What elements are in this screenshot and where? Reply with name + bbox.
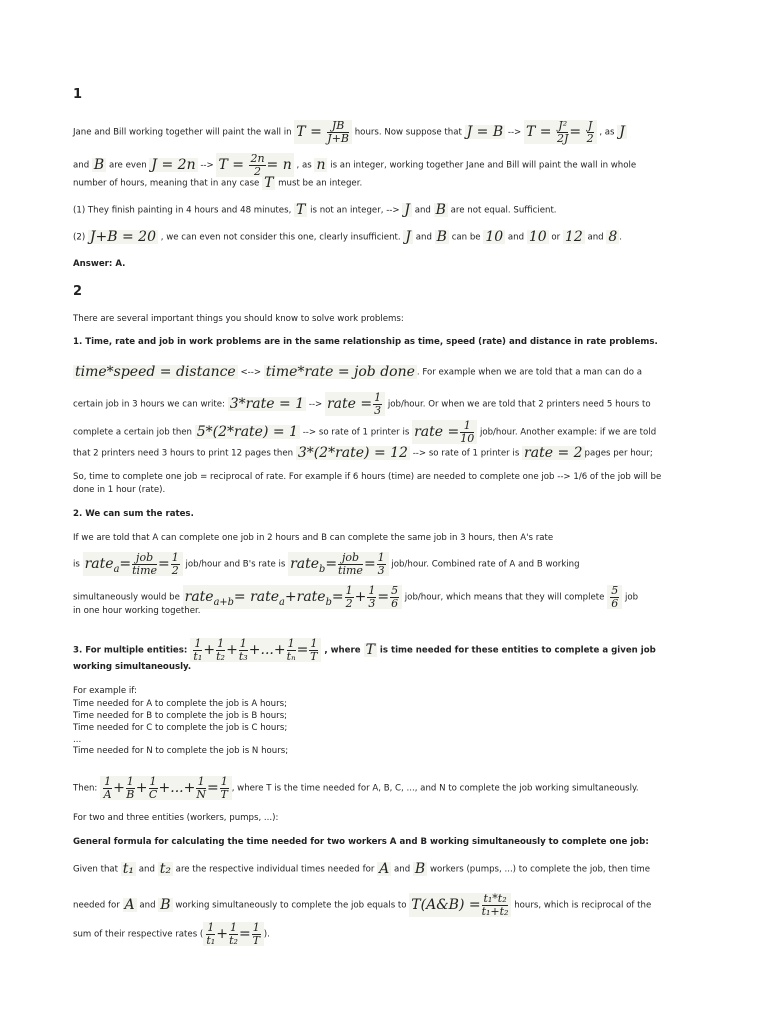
s2-line-8: simultaneously would be rate$_{a+b}$= rate$_a$+rate$_b$= $\frac{1}{2}$ + $\frac{1}{3}$ = $\frac{5}{6}$ job/hour, which means that they will complete $\frac{5}{6}$ job xyxy=(73,584,639,610)
formula: T = $\frac{2n}{2}$ = n xyxy=(218,152,292,178)
example-4: Time needed for C to complete the job is C hours; xyxy=(73,723,288,733)
then-line: Then: $\frac{1}{A}$ + $\frac{1}{B}$ + $\frac{1}{C}$ +...+ $\frac{1}{N}$ = $\frac{1}{T}$ , where T is the time needed for A, B, C, ..., and N to complete the job working simultaneously. xyxy=(73,775,639,801)
formula: J xyxy=(619,124,625,141)
answer: Answer: A. xyxy=(73,259,126,269)
heading-1: 1. Time, rate and job in work problems are in the same relationship as time, speed (rate) and distance in rate problems. xyxy=(73,337,658,347)
s2-para-6: If we are told that A can complete one job in 2 hours and B can complete the same job in 3 hours, then A's rate xyxy=(73,533,554,543)
statement-2: (2) J+B = 20 , we can even not consider this one, clearly insufficient. J and B can be 10 and 10 or 12 and 8 . xyxy=(73,229,623,245)
example-6: Time needed for N to complete the job is N hours; xyxy=(73,746,289,756)
formula: J = 2n xyxy=(151,157,196,174)
s2-para-9: in one hour working together. xyxy=(73,606,201,616)
formula: J = B xyxy=(466,124,504,141)
s2-line-4: that 2 printers need 3 hours to print 12 pages then 3*(2*rate) = 12 --> so rate of 1 printer is rate = 2 pages per hour; xyxy=(73,445,653,461)
section-number-1: 1 xyxy=(73,87,83,102)
heading-3b: working simultaneously. xyxy=(73,662,192,672)
formula: T xyxy=(264,175,274,191)
s1-line-3: number of hours, meaning that in any case T must be an integer. xyxy=(73,175,363,191)
s2-line-7: is rate$_a$= job time = $\frac{1}{2}$ job/hour and B's rate is rate$_b$= job time = $\frac{1}{3}$ job/hour. Combined rate of A and B working xyxy=(73,551,580,577)
example-3: Time needed for B to complete the job is B hours; xyxy=(73,711,288,721)
formula: T = $\frac{JB}{J+B}$ xyxy=(294,120,352,144)
s1-line-1: Jane and Bill working together will paint the wall in T = $\frac{JB}{J+B}$ hours. Now suppose that J = B --> T = $\frac{\text{J²}}{2J}$ = $\frac{J}{2}$ , as J xyxy=(73,119,625,145)
example-5: ... xyxy=(73,735,82,745)
example-1: For example if: xyxy=(73,686,137,696)
example-2: Time needed for A to complete the job is A hours; xyxy=(73,699,288,709)
sum-rates-line: sum of their respective rates ( $\frac{1}{\text{t₁}}$ + $\frac{1}{\text{t₂}}$ = $\frac{1}{T}$ ). xyxy=(73,921,270,947)
formula: T = $\frac{\text{J²}}{2J}$ = $\frac{J}{2}$ xyxy=(524,120,597,144)
given-line: Given that t₁ and t₂ are the respective individual times needed for A and B workers (pumps, ...) to complete the job, then time xyxy=(73,861,651,877)
section-number-2: 2 xyxy=(73,284,83,299)
heading-3: 3. For multiple entities: $\frac{1}{\text{t₁}}$ + $\frac{1}{\text{t₂}}$ + $\frac{1}{\text{t₃}}$ +...+ $\frac{1}{\text{tₙ}}$ = $\frac{1}{T}$ , where T is time needed for these entities to complete a given job xyxy=(73,637,656,663)
formula: B xyxy=(93,157,105,174)
s2-para-5b: done in 1 hour (rate). xyxy=(73,485,166,495)
s2-line-2: certain job in 3 hours we can write: 3*rate = 1 --> rate = $\frac{1}{3}$ job/hour. Or when we are told that 2 printers need 5 hours to xyxy=(73,391,651,417)
heading-2: 2. We can sum the rates. xyxy=(73,509,194,519)
s2-para-5a: So, time to complete one job = reciprocal of rate. For example if 6 hours (time) are needed to complete one job --> 1/6 of the job will be xyxy=(73,472,662,482)
general-formula-heading: General formula for calculating the time needed for two workers A and B working simultaneously to complete one job: xyxy=(73,837,649,847)
statement-1: (1) They finish painting in 4 hours and 48 minutes, T is not an integer, --> J and B are not equal. Sufficient. xyxy=(73,202,557,218)
formula: n xyxy=(316,157,326,174)
s2-line-3: complete a certain job then 5*(2*rate) = 1 --> so rate of 1 printer is rate = $\frac{1}{10}$ job/hour. Another example: if we are told xyxy=(73,419,657,445)
two-entities: For two and three entities (workers, pumps, ...): xyxy=(73,813,279,823)
s2-line-f1: time*speed = distance <--> time*rate = job done . For example when we are told that a man can do a xyxy=(75,364,642,380)
needed-line: needed for A and B working simultaneously to complete the job equals to T(A&B) = $\frac{\text{t₁*t₂}}{\text{t₁+t₂}}$ hours, which is reciprocal of the xyxy=(73,892,652,918)
intro: There are several important things you should know to solve work problems: xyxy=(73,314,404,324)
s1-line-2: and B are even J = 2n --> T = $\frac{2n}{2}$ = n , as n is an integer, working together Jane and Bill will paint the wall in whole xyxy=(73,152,637,178)
